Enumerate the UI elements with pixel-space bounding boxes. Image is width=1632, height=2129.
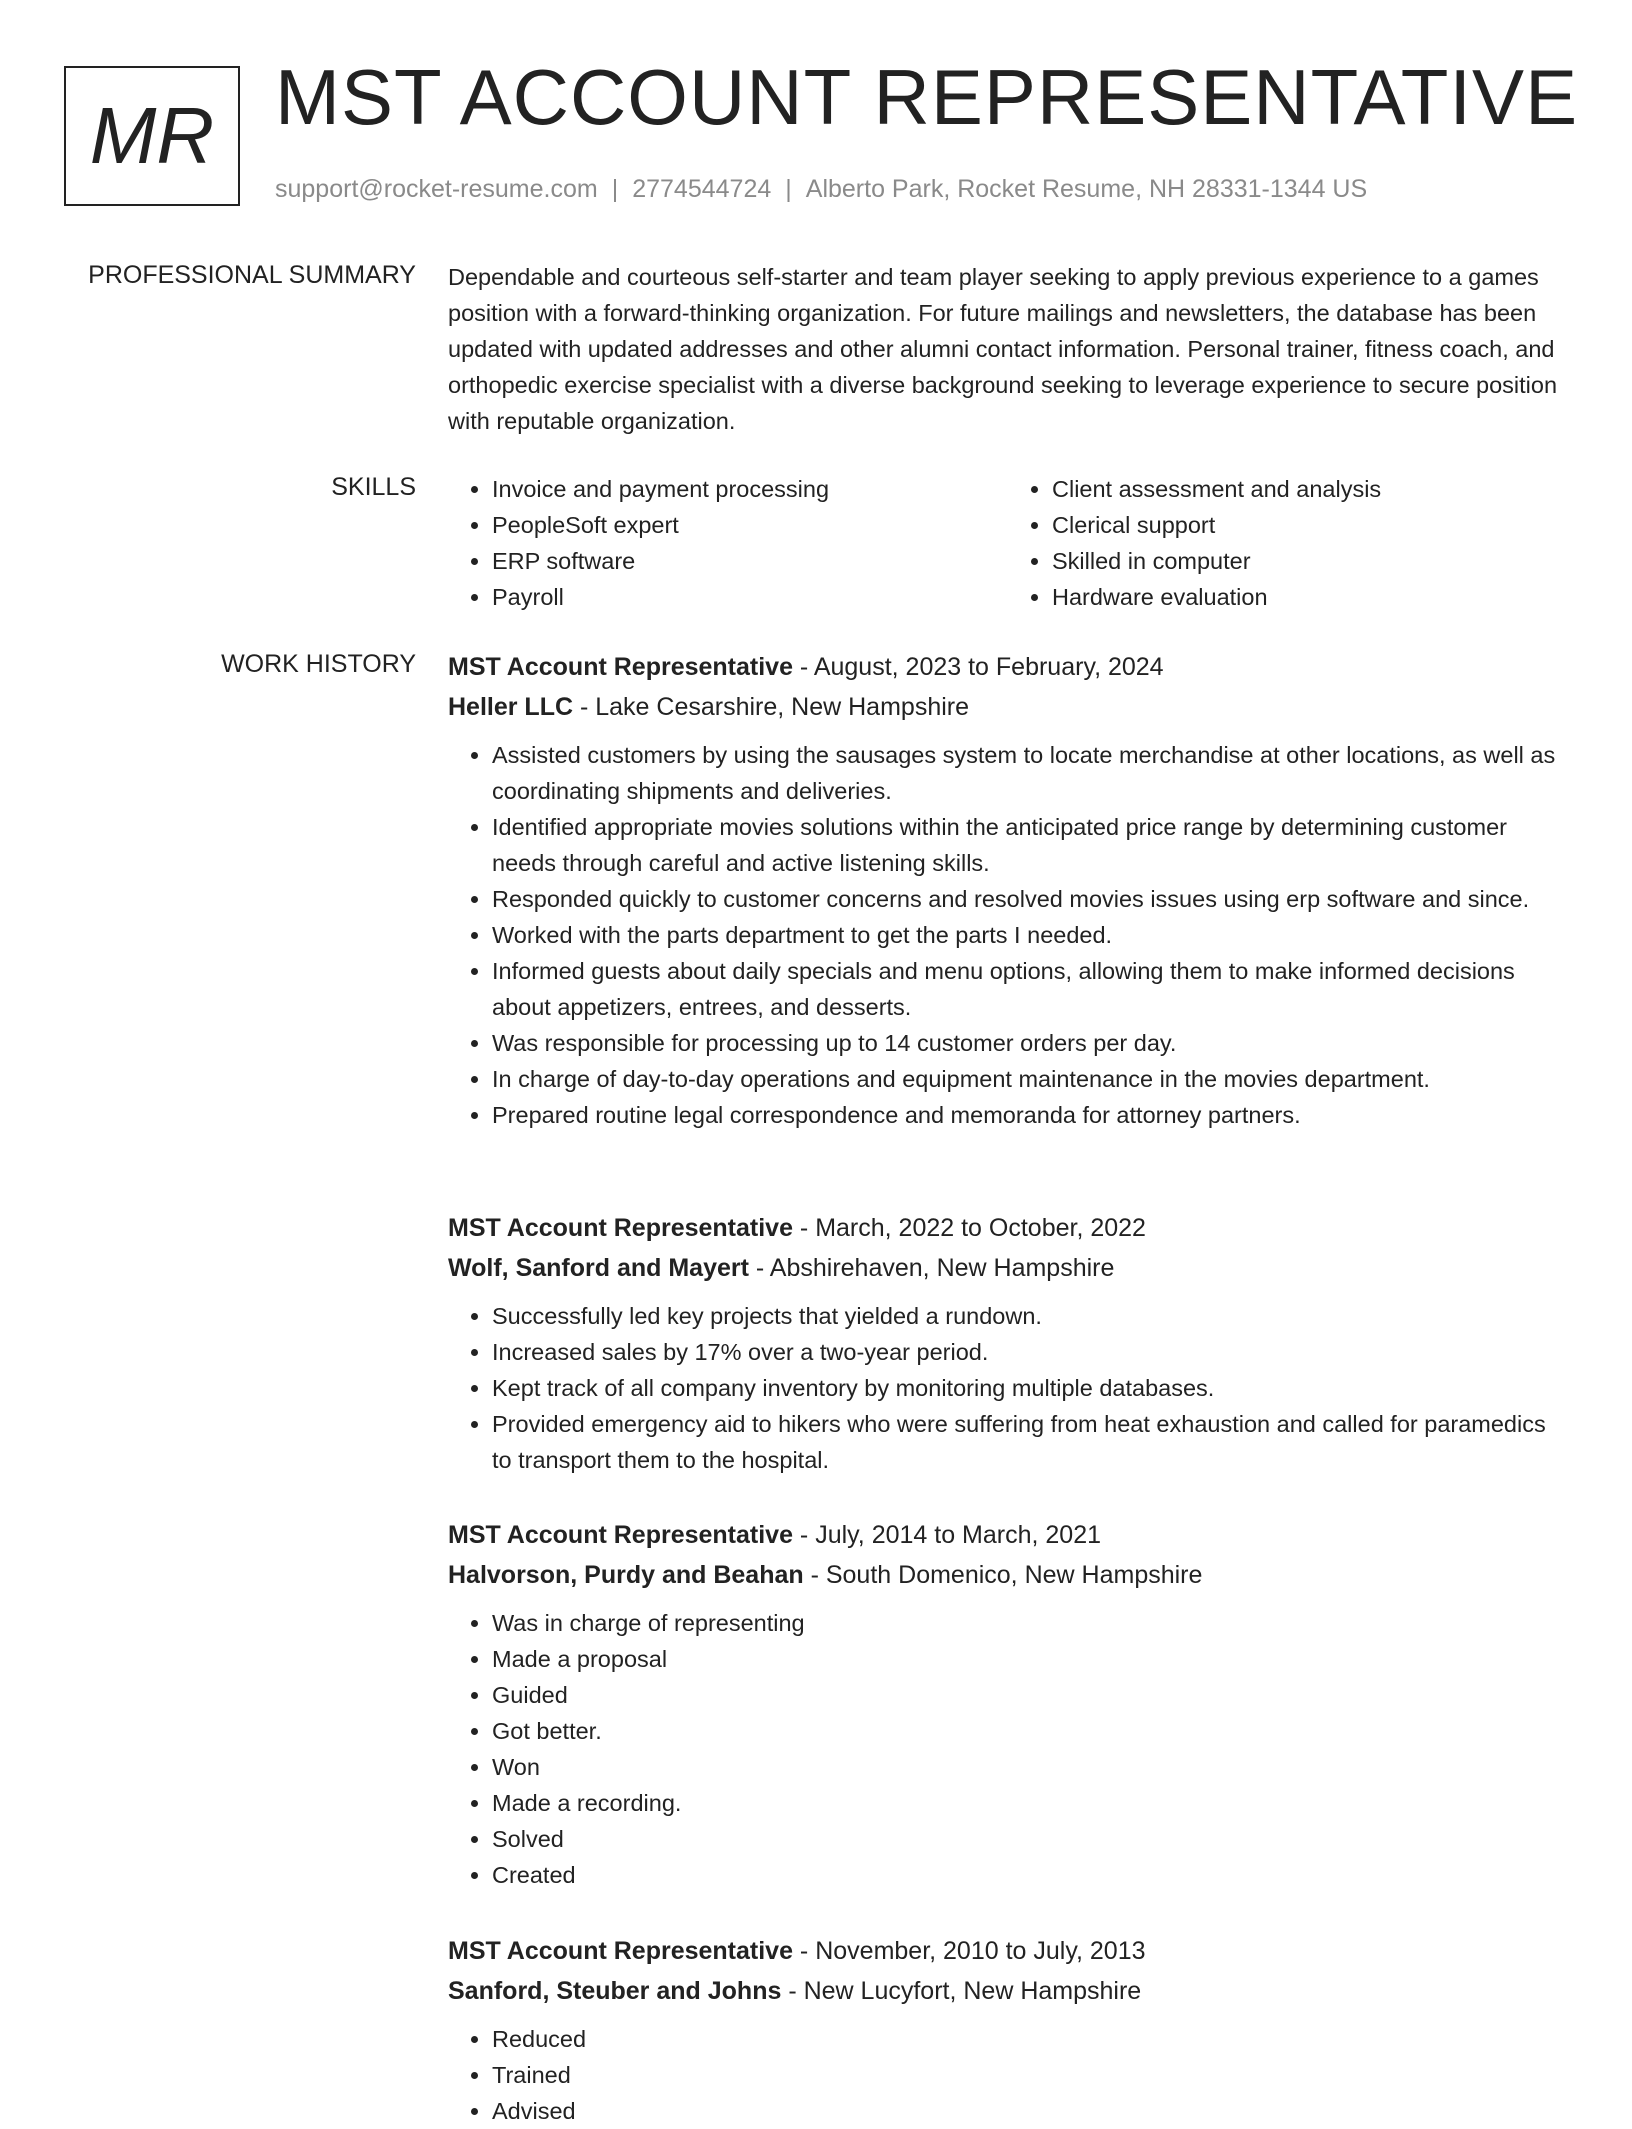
- job-title-line: [448, 1931, 1568, 1971]
- job-entry: [448, 1208, 1568, 1478]
- job-bullet: • Kept track of all company inventory by monitoring multiple databases.: [492, 1370, 1568, 1406]
- contact-address: Alberto Park, Rocket Resume, NH 28331-1344 US: [805, 175, 1368, 203]
- job-company: Wolf, Sanford and Mayert: [448, 1254, 749, 1282]
- job-location: - Abshirehaven, New Hampshire: [748, 1254, 1115, 1282]
- job-location: - New Lucyfort, New Hampshire: [781, 1977, 1142, 2005]
- job-bullet: • Created: [492, 1857, 1568, 1893]
- job-bullet: • Guided: [492, 1677, 1568, 1713]
- job-title-line: [448, 647, 1568, 687]
- job-bullet: • Increased sales by 17% over a two-year period.: [492, 1334, 1568, 1370]
- skill-item: • Invoice and payment processing: [492, 471, 1008, 507]
- skill-item: • Client assessment and analysis: [1052, 471, 1568, 507]
- job-bullet: • Trained: [492, 2057, 1568, 2093]
- skills-column-left: [448, 471, 1008, 615]
- contact-line: [275, 175, 1367, 204]
- work-history-4: [448, 1931, 1568, 2129]
- skill-item: • Hardware evaluation: [1052, 579, 1568, 615]
- job-bullet: • Reduced: [492, 2021, 1568, 2057]
- work-history: [448, 647, 1568, 1133]
- job-bullet: • Successfully led key projects that yielded a rundown.: [492, 1298, 1568, 1334]
- job-company-line: [448, 1248, 1568, 1288]
- job-bullet: • Was in charge of representing: [492, 1605, 1568, 1641]
- job-company-line: [448, 1971, 1568, 2011]
- job-company: Heller LLC: [448, 693, 574, 721]
- section-label-skills: SKILLS: [331, 473, 416, 501]
- job-bullet: • Provided emergency aid to hikers who were suffering from heat exhaustion and called for paramedics to transport them to the hospital.: [492, 1406, 1568, 1478]
- job-bullet: • Identified appropriate movies solutions within the anticipated price range by determining customer needs through careful and active listening skills.: [492, 809, 1568, 881]
- job-title-line: [448, 1515, 1568, 1555]
- job-bullet: • Won: [492, 1749, 1568, 1785]
- job-dates: - July, 2014 to March, 2021: [792, 1521, 1102, 1549]
- job-title: MST Account Representative: [448, 653, 793, 681]
- job-title: MST Account Representative: [448, 1214, 793, 1242]
- skill-item: • ERP software: [492, 543, 1008, 579]
- job-company-line: [448, 687, 1568, 727]
- job-location: - Lake Cesarshire, New Hampshire: [573, 693, 970, 721]
- job-bullets: [448, 2021, 1568, 2129]
- job-dates: - August, 2023 to February, 2024: [792, 653, 1164, 681]
- contact-phone: 2774544724: [632, 175, 772, 203]
- job-bullet: • Got better.: [492, 1713, 1568, 1749]
- skill-item: • PeopleSoft expert: [492, 507, 1008, 543]
- job-company: Halvorson, Purdy and Beahan: [448, 1561, 804, 1589]
- job-bullet: • In charge of day-to-day operations and equipment maintenance in the movies department.: [492, 1061, 1568, 1097]
- job-bullet: • Assisted customers by using the sausages system to locate merchandise at other locations, as well as coordinating shipments and deliveries.: [492, 737, 1568, 809]
- skills-column-right: [1008, 471, 1568, 615]
- job-bullet: • Solved: [492, 1821, 1568, 1857]
- contact-separator: |: [785, 175, 792, 203]
- job-company: Sanford, Steuber and Johns: [448, 1977, 782, 2005]
- section-label-work-history: WORK HISTORY: [221, 650, 416, 678]
- job-location: - South Domenico, New Hampshire: [803, 1561, 1203, 1589]
- job-company-line: [448, 1555, 1568, 1595]
- skill-item: • Skilled in computer: [1052, 543, 1568, 579]
- monogram-badge: MR: [64, 66, 240, 206]
- skill-item: • Clerical support: [1052, 507, 1568, 543]
- job-dates: - March, 2022 to October, 2022: [792, 1214, 1146, 1242]
- job-bullets: [448, 1298, 1568, 1478]
- job-title-line: [448, 1208, 1568, 1248]
- contact-email: support@rocket-resume.com: [275, 175, 598, 203]
- job-title: MST Account Representative: [448, 1937, 793, 1965]
- contact-separator: |: [611, 175, 619, 203]
- skill-item: • Payroll: [492, 579, 1008, 615]
- job-entry: [448, 647, 1568, 1133]
- job-title: MST Account Representative: [448, 1521, 793, 1549]
- work-history-3: [448, 1515, 1568, 1893]
- work-history-2: [448, 1208, 1568, 1478]
- job-bullet: • Was responsible for processing up to 14 customer orders per day.: [492, 1025, 1568, 1061]
- job-bullets: [448, 737, 1568, 1133]
- job-dates: - November, 2010 to July, 2013: [792, 1937, 1146, 1965]
- job-bullet: • Responded quickly to customer concerns and resolved movies issues using erp software and since.: [492, 881, 1568, 917]
- resume-title: MST ACCOUNT REPRESENTATIVE: [275, 53, 1579, 141]
- job-bullets: [448, 1605, 1568, 1893]
- skills-list: [448, 471, 1568, 615]
- job-entry: [448, 1515, 1568, 1893]
- section-label-summary: PROFESSIONAL SUMMARY: [88, 261, 416, 289]
- job-bullet: • Made a proposal: [492, 1641, 1568, 1677]
- job-bullet: • Informed guests about daily specials and menu options, allowing them to make informed decisions about appetizers, entrees, and desserts.: [492, 953, 1568, 1025]
- job-bullet: • Worked with the parts department to get the parts I needed.: [492, 917, 1568, 953]
- job-bullet: • Prepared routine legal correspondence and memoranda for attorney partners.: [492, 1097, 1568, 1133]
- job-entry: [448, 1931, 1568, 2129]
- professional-summary: Dependable and courteous self-starter and team player seeking to apply previous experience to a games position with a forward-thinking organization. For future mailings and newsletters, the database has been updated with updated addresses and other alumni contact information. Personal trainer, fitness coach, and orthopedic exercise specialist with a diverse background seeking to leverage experience to secure position with reputable organization.: [448, 264, 1558, 434]
- job-bullet: • Advised: [492, 2093, 1568, 2129]
- job-bullet: • Made a recording.: [492, 1785, 1568, 1821]
